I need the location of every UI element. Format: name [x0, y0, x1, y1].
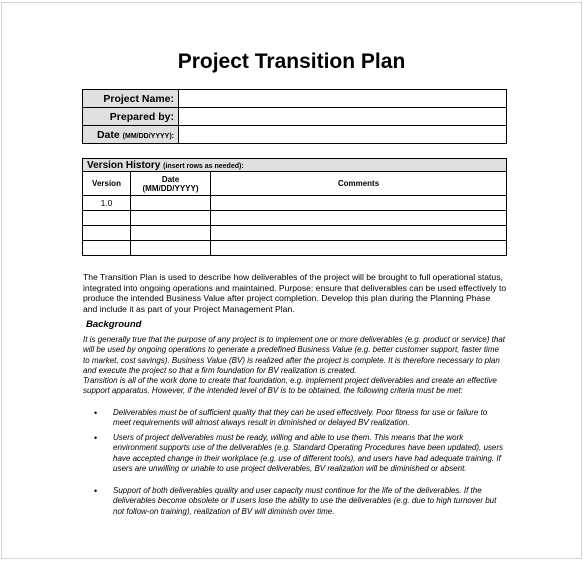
bullet-item-3: Support of both deliverables quality and user capacity must continue for the life of the deliverables. If the deliverables become obsolete or if users lose the ability to use the deliverables (e.g. due to high turnover but not follow-on training), realization of BV will diminish over time. [113, 486, 497, 516]
version-history-heading-cell [83, 159, 507, 172]
date-field[interactable] [179, 126, 507, 144]
version-history-heading: Version History [87, 159, 161, 171]
bullet-item-1: Deliverables must be of sufficient quality that they can be used effectively. Poor fitness for use or failure to meet requirements will almost always result in diminished or delayed BV realization. [113, 408, 488, 428]
version-cell[interactable] [83, 211, 131, 226]
bullet-glyph: • [94, 408, 98, 418]
col-version-header: Version [83, 172, 131, 196]
date-label-cell [83, 126, 179, 144]
date-cell[interactable] [131, 241, 211, 256]
project-name-row [83, 90, 507, 108]
table-row [83, 226, 507, 241]
comments-cell[interactable] [211, 211, 507, 226]
comments-cell[interactable] [211, 241, 507, 256]
date-format-label: (MM/DD/YYYY): [122, 132, 174, 140]
date-label: Date [96, 128, 120, 141]
prepared-by-field[interactable] [179, 108, 507, 126]
bullet-glyph: • [94, 433, 98, 443]
table-row [83, 241, 507, 256]
comments-cell[interactable] [211, 226, 507, 241]
version-cell[interactable] [83, 241, 131, 256]
col-comments-header: Comments [211, 172, 507, 196]
background-paragraph-1: It is generally true that the purpose of any project is to implement one or more deliverables (e.g. product or service) that will be used by ongoing operations to generate a predefined Business Value (e.g. better customer support, faster time to market, cost savings). Business Value (BV) is realized after the project is complete. It is therefore necessary to plan and execute the project so that a firm foundation for BV realization is created. [83, 335, 505, 376]
version-history-column-headers [83, 172, 507, 196]
bullet-item-2: Users of project deliverables must be ready, willing and able to use them. This means that the work environment supports use of the deliverables (e.g. Standard Operating Procedures have been updated), users have accepted change in their workplace (e.g. use of different tools), and users have had adequate training. If users are unwilling or unable to use project deliverables, BV realization will be diminished or absent. [113, 433, 504, 474]
prepared-by-label: Prepared by: [83, 108, 179, 126]
bullet-glyph: • [94, 486, 98, 496]
date-cell[interactable] [131, 226, 211, 241]
version-cell[interactable]: 1.0 [83, 196, 131, 211]
project-name-field[interactable] [179, 90, 507, 108]
version-history-table [82, 158, 507, 256]
project-info-table [82, 89, 507, 144]
table-row [83, 196, 507, 211]
background-heading: Background [86, 319, 142, 330]
version-history-header-row [83, 159, 507, 172]
date-cell[interactable] [131, 196, 211, 211]
col-date-label: Date [161, 174, 180, 184]
date-cell[interactable] [131, 211, 211, 226]
col-date-format: (MM/DD/YYYY) [142, 183, 199, 193]
col-date-header [131, 172, 211, 196]
document-title: Project Transition Plan [177, 50, 406, 73]
project-name-label: Project Name: [83, 90, 179, 108]
background-paragraph-2: Transition is all of the work done to create that foundation, e.g. implement project deliverables and create an effective support apparatus. However, if the intended level of BV is to be obtained, the following criteria must be met: [83, 376, 497, 396]
comments-cell[interactable] [211, 196, 507, 211]
version-history-note: (insert rows as needed): [163, 162, 244, 170]
prepared-by-row [83, 108, 507, 126]
date-row [83, 126, 507, 144]
intro-paragraph: The Transition Plan is used to describe how deliverables of the project will be brought to full operational status, integrated into ongoing operations and maintained. Purpose: ensure that deliverables can be used effectively to produce the intended Business Value after project completion. Develop this plan during the Planning Phase and include it as part of your Project Management Plan. [83, 272, 507, 314]
version-cell[interactable] [83, 226, 131, 241]
table-row [83, 211, 507, 226]
